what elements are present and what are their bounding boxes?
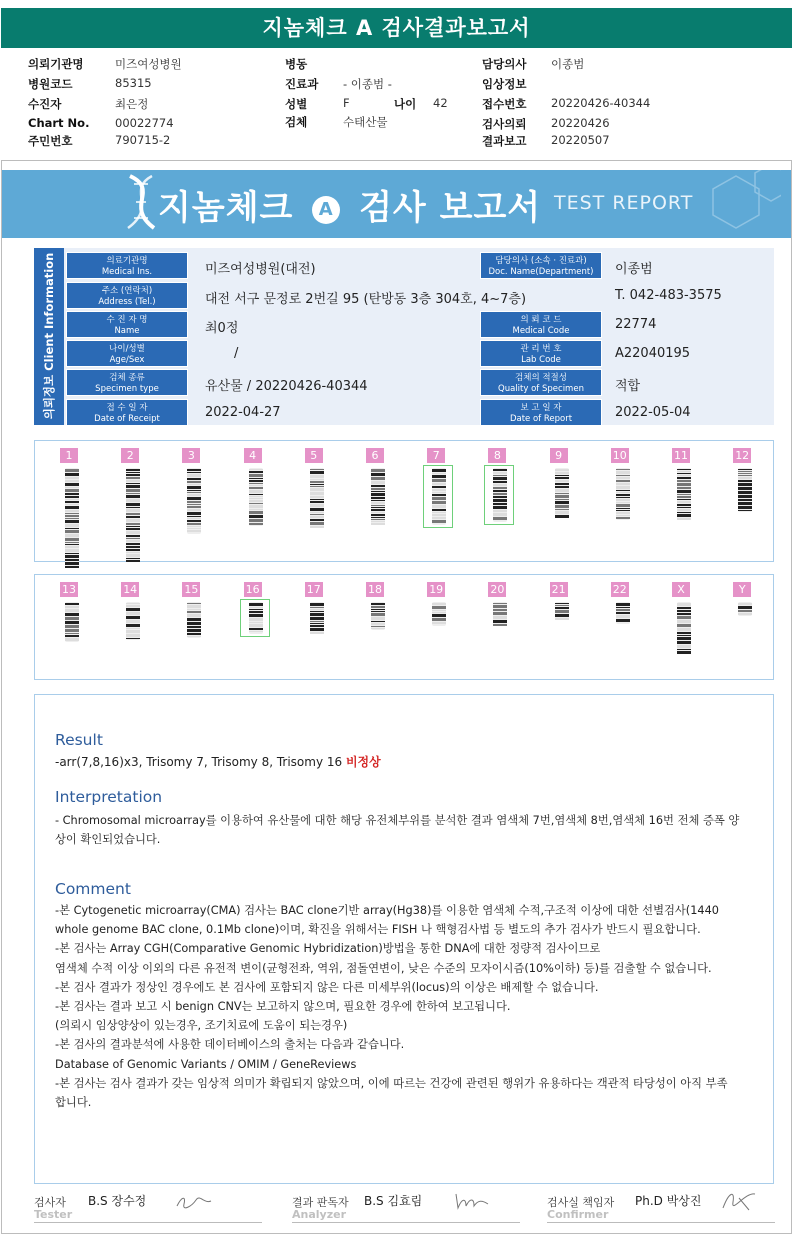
header-label-patient: 수진자 [28,97,62,111]
chromosome-label: 20 [490,583,505,596]
header-value-department: - 이종범 - [343,77,392,91]
result-heading: Result [55,731,103,749]
signature-name: Ph.D 박상진 [635,1194,702,1208]
client-info-left-chip [66,399,188,426]
dna-logo-icon [122,172,162,232]
header-value-sex: F [343,96,350,110]
chromosome-9 [550,448,590,558]
client-info-right-chip [480,399,602,426]
signature-name: B.S 장수정 [88,1194,147,1208]
client-info-right-chip [480,311,602,338]
header-label-specimen: 검체 [285,115,308,129]
interpretation-line: 상이 확인되었습니다. [55,833,161,847]
chromosome-ideogram [613,602,633,624]
chromosome-2 [121,448,161,558]
client-info-right-value: A22040195 [615,346,691,361]
chromosome-label: 17 [306,583,321,596]
chromosome-13 [60,582,100,692]
chromosome-Y [733,582,773,692]
header-label-report-date: 결과보고 [482,134,527,148]
signature-underline [547,1222,775,1223]
chromosome-label: 16 [245,583,260,596]
chromosome-ideogram [368,602,388,630]
banner-title [158,180,541,229]
chromosome-highlight-box [484,465,514,525]
client-info-panel [34,248,774,425]
chromosome-label: 19 [429,583,444,596]
chromosome-1 [60,448,100,558]
karyotype-panel-2 [34,574,774,680]
chip-label-ko: 검체 종류 [109,373,145,383]
chromosome-ideogram [246,468,266,526]
signature-tester [34,1188,262,1224]
header-label-receipt-no: 접수번호 [482,97,527,111]
chip-label-ko: 의료기관명 [106,256,148,266]
client-info-left-chip [66,340,188,367]
chromosome-label: 15 [184,583,199,596]
chromosome-label: 13 [62,583,76,596]
chromosome-15 [182,582,222,692]
signature-scribble-icon [719,1188,759,1212]
comment-line: whole genome BAC clone, 0.1Mb clone)이며, 확진을 위해서는 FISH 나 핵형검사법 등 별도의 추가 검사가 반드시 필요합니다. [55,923,701,937]
chip-label-ko: 담당의사 (소속 · 진료과) [495,256,587,266]
chromosome-label: 14 [123,583,138,596]
chromosome-7 [427,448,467,558]
comment-line: (의뢰시 임상양상이 있는경우, 조기치료에 도움이 되는경우) [55,1019,348,1033]
chromosome-ideogram [613,468,633,520]
chromosome-22 [611,582,651,692]
chip-label-ko: 나이/성별 [109,344,145,354]
chromosome-ideogram [307,602,327,634]
signature-name: B.S 김효림 [364,1194,423,1208]
chip-label-ko: 의 뢰 코 드 [520,315,562,325]
chip-label-en: Age/Sex [109,355,145,365]
chromosome-label: 7 [427,448,445,463]
chip-label-en: Medical Code [512,326,570,336]
client-info-left-chip [66,369,188,396]
chromosome-label: 10 [612,449,627,462]
chromosome-label: 8 [488,448,506,463]
chromosome-label: X [672,582,690,597]
chip-label-en: Doc. Name(Department) [488,267,594,277]
chromosome-5 [305,448,345,558]
chip-label-ko: 관 리 번 호 [520,344,562,354]
chromosome-label: 11 [674,449,688,462]
banner-badge: A [312,196,340,224]
chip-label-en: Medical Ins. [101,267,153,277]
client-info-left-value: / [234,346,239,361]
chromosome-label: 4 [244,448,262,463]
chip-label-en: Name [114,326,140,336]
chromosome-10 [611,448,651,558]
chromosome-X [672,582,712,692]
chip-label-en: Address (Tel.) [98,297,156,307]
header-label-resident-no: 주민번호 [28,134,73,148]
chip-label-ko: 검체의 적절성 [515,373,567,383]
chromosome-11 [672,448,712,558]
client-info-right-chip [480,252,602,279]
client-info-left-chip [66,252,188,279]
chromosome-6 [366,448,406,558]
comment-line: -본 검사 결과가 정상인 경우에도 본 검사에 포함되지 않은 다른 미세부위(locus)의 이상은 배제할 수 없습니다. [55,980,599,994]
header-label-age: 나이 [394,97,417,111]
chromosome-ideogram [552,602,572,620]
chromosome-3 [182,448,222,558]
banner-title-text: 지놈체크 [158,188,294,228]
interpretation-text [55,811,770,849]
client-info-left-chip [66,311,188,338]
chromosome-12 [733,448,773,558]
hexagon-decoration-icon [691,170,781,238]
chromosome-highlight-box [423,465,453,528]
result-flag: 비정상 [345,755,381,769]
client-info-side-label [34,248,64,425]
chromosome-21 [550,582,590,692]
client-info-left-value: 미즈여성병원(대전) [205,262,316,277]
chromosome-4 [244,448,284,558]
signature-role-en: Analyzer [292,1208,346,1221]
chromosome-ideogram [307,468,327,528]
signature-underline [34,1222,262,1223]
chromosome-label: 2 [121,448,139,463]
header-value-resident-no: 790715-2 [115,133,171,147]
header-value-report-date: 20220507 [551,133,610,147]
chromosome-16 [244,582,284,692]
chromosome-18 [366,582,406,692]
comment-line: 염색체 수적 이상 이외의 다른 유전적 변이(균형전좌, 역위, 점돌연변이, 낮은 수준의 모자이시즘(10%이하) 등)를 검출할 수 없습니다. [55,961,712,975]
header-value-doctor: 이종범 [551,57,585,71]
chip-label-en: Date of Receipt [94,414,160,424]
chromosome-ideogram [490,602,510,626]
header-label-doctor: 담당의사 [482,57,527,71]
signature-role: 검사실 책임자 [547,1196,615,1209]
comment-line: Database of Genomic Variants / OMIM / GeneReviews [55,1057,357,1071]
signature-confirmer [547,1188,775,1224]
comment-heading: Comment [55,880,131,898]
chromosome-ideogram [429,602,449,626]
chromosome-label: 5 [305,448,323,463]
chromosome-label: Y [733,582,751,597]
header-value-request-date: 20220426 [551,116,610,130]
comment-line: -본 Cytogenetic microarray(CMA) 검사는 BAC clone기반 array(Hg38)를 이용한 염색체 수적,구조적 이상에 대한 선별검사(1440 [55,904,719,917]
signature-role: 검사자 [34,1196,66,1209]
interpretation-heading: Interpretation [55,788,163,806]
client-info-right-value: 적합 [615,379,641,394]
report-header [0,56,793,154]
comment-line: -본 검사의 결과분석에 사용한 데이터베이스의 출처는 다음과 같습니다. [55,1038,405,1052]
chromosome-label: 22 [612,583,627,596]
client-info-right-chip [480,369,602,396]
signature-analyzer [292,1188,520,1224]
chromosome-20 [488,582,528,692]
chip-label-en: Specimen type [95,384,159,394]
chromosome-17 [305,582,345,692]
comment-text [55,901,770,1112]
chromosome-ideogram [62,602,82,642]
comment-line: -본 검사는 검사 결과가 갖는 임상적 의미가 확립되지 않았으며, 이에 따르는 건강에 관련된 행위가 유용하다는 객관적 타당성이 아직 부족 [55,1076,728,1090]
chromosome-ideogram [674,602,694,654]
document-title: 지놈체크 A 검사결과보고서 [1,8,792,48]
chip-label-ko: 접 수 일 자 [106,403,148,413]
header-label-request-date: 검사의뢰 [482,117,527,131]
header-value-receipt-no: 20220426-40344 [551,96,651,110]
client-info-right-value: 2022-05-04 [615,405,691,420]
header-value-chart-no: 00022774 [115,116,174,130]
report-banner [2,170,791,238]
chromosome-ideogram [674,468,694,520]
chip-label-en: Date of Report [509,414,573,424]
karyotype-panel-1 [34,440,774,562]
header-label-chart-no: Chart No. [28,116,90,130]
banner-subtitle: TEST REPORT [554,192,694,214]
client-info-left-value: 대전 서구 문정로 2번길 95 (탄방동 3층 304호, 4~7층) [205,292,527,307]
header-label-institution: 의뢰기관명 [28,57,84,71]
chromosome-label: 12 [735,449,750,462]
comment-line: 합니다. [55,1096,92,1110]
chip-label-ko: 보 고 일 자 [520,403,562,413]
chip-label-ko: 수 진 자 명 [106,315,148,325]
header-label-clinical-info: 임상정보 [482,77,527,91]
client-info-right-chip [480,340,602,367]
chromosome-ideogram [552,468,572,518]
client-info-left-value: 최0정 [205,321,239,336]
client-info-side-text: 의뢰정보 Client Information [42,252,56,420]
interpretation-line: - Chromosomal microarray를 이용하여 유산물에 대한 해당 유전체부위를 분석한 결과 염색체 7번,염색체 8번,염색체 16번 전체 증폭 양 [55,814,740,827]
chromosome-ideogram [735,468,755,512]
header-value-institution: 미즈여성병원 [115,57,182,71]
chromosome-14 [121,582,161,692]
header-label-hospital-code: 병원코드 [28,77,73,91]
result-section [34,694,774,1184]
chromosome-label: 3 [182,448,200,463]
client-info-left-value: 2022-04-27 [205,405,281,420]
comment-line: -본 검사는 결과 보고 시 benign CNV는 보고하지 않으며, 필요한 경우에 한하여 보고됩니다. [55,1000,511,1014]
chromosome-8 [488,448,528,558]
client-info-right-value: 이종범 [615,262,653,277]
chromosome-ideogram [123,602,143,640]
header-value-age: 42 [433,96,448,110]
result-value: -arr(7,8,16)x3, Trisomy 7, Trisomy 8, Trisomy 16 [55,755,343,769]
header-value-specimen: 수태산물 [343,115,388,129]
header-label-ward: 병동 [285,57,308,71]
chromosome-ideogram [735,602,755,616]
chromosome-label: 9 [550,448,568,463]
comment-line: -본 검사는 Array CGH(Comparative Genomic Hybridization)방법을 통한 DNA에 대한 정량적 검사이므로 [55,942,601,956]
signature-role: 결과 판독자 [292,1196,349,1209]
chromosome-label: 21 [551,583,566,596]
signature-scribble-icon [174,1192,214,1212]
chromosome-ideogram [184,602,204,638]
signature-role-en: Tester [34,1208,73,1221]
chip-label-ko: 주소 (연락처) [101,286,153,296]
header-value-hospital-code: 85315 [115,76,152,90]
chromosome-ideogram [184,468,204,534]
client-info-right-value: 22774 [615,317,657,332]
signature-scribble-icon [452,1190,492,1212]
header-value-patient: 최은정 [115,97,149,111]
chromosome-label: 1 [60,448,78,463]
client-info-left-value: 유산물 / 20220426-40344 [205,379,368,394]
banner-title-text-2: 검사 보고서 [359,188,542,228]
chip-label-en: Lab Code [521,355,561,365]
chromosome-label: 6 [366,448,384,463]
chromosome-ideogram [62,468,82,568]
chromosome-ideogram [123,468,143,562]
signature-role-en: Confirmer [547,1208,609,1221]
client-info-left-chip [66,282,188,309]
header-label-department: 진료과 [285,77,319,91]
chromosome-ideogram [368,468,388,525]
signature-underline [292,1222,520,1223]
chromosome-label: 18 [368,583,382,596]
header-label-sex: 성별 [285,97,308,111]
chromosome-19 [427,582,467,692]
chip-label-en: Quality of Specimen [498,384,584,394]
chromosome-highlight-box [240,599,270,637]
result-text [55,753,770,772]
client-info-right-value: T. 042-483-3575 [615,288,722,303]
